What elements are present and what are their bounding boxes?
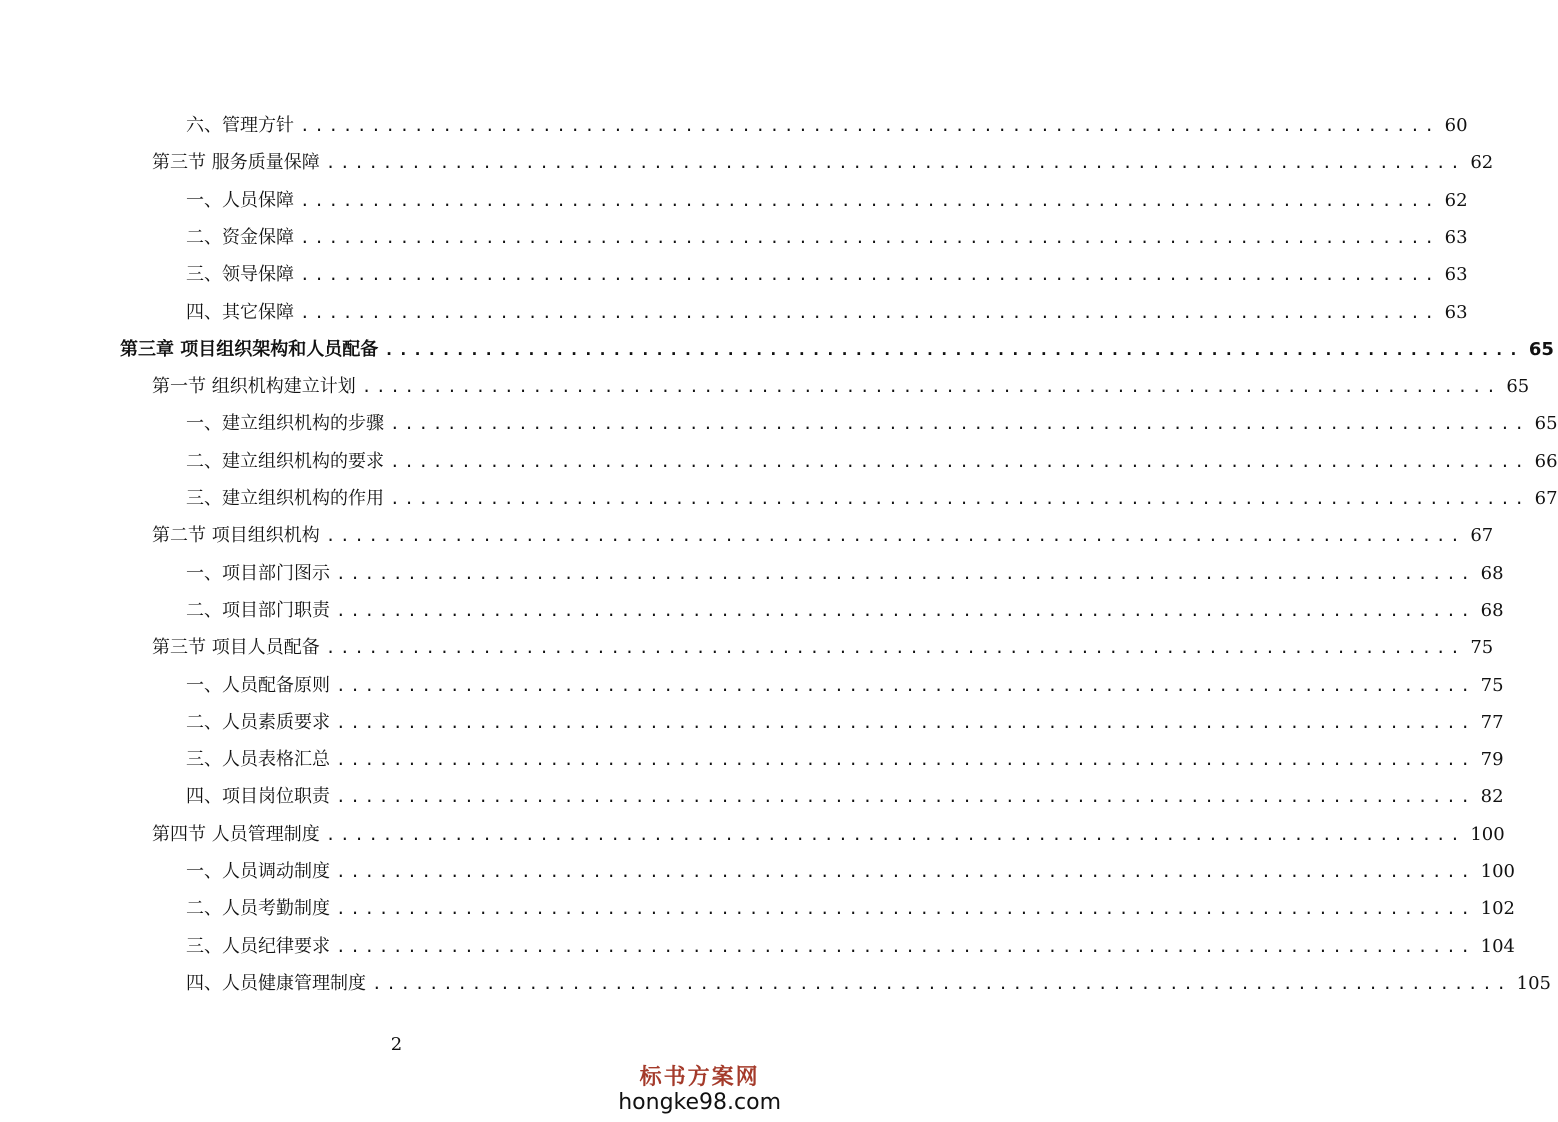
toc-dot-leader: ................................................................................ [390, 414, 1529, 434]
toc-entry-title: 三、建立组织机构的作用 [186, 488, 384, 509]
toc-entry-title: 四、人员健康管理制度 [186, 972, 366, 994]
toc-entry[interactable] [0, 921, 1515, 958]
toc-entry-title: 二、项目部门职责 [186, 599, 330, 621]
toc-entry[interactable] [0, 771, 1504, 808]
toc-dot-leader: ................................................................................ [300, 302, 1439, 322]
toc-dot-leader: ................................................................................ [300, 190, 1439, 210]
toc-entry-page: 104 [1480, 935, 1515, 957]
toc-dot-leader: ................................................................................ [336, 563, 1475, 583]
toc-dot-leader: ................................................................................ [325, 153, 1465, 173]
toc-dot-leader: ................................................................................ [372, 973, 1511, 993]
toc-dot-leader: ................................................................................ [361, 377, 1501, 397]
toc-entry[interactable] [0, 361, 1530, 398]
toc-entry-page: 63 [1444, 301, 1468, 323]
toc-entry-title: 四、项目岗位职责 [186, 786, 330, 808]
toc-dot-leader: ................................................................................ [300, 227, 1439, 247]
toc-dot-leader: ................................................................................ [336, 675, 1475, 695]
toc-entry[interactable] [0, 585, 1504, 622]
toc-entry-title: 一、项目部门图示 [186, 562, 330, 584]
toc-entry-page: 62 [1470, 152, 1494, 174]
toc-entry[interactable] [0, 398, 1558, 435]
toc-dot-leader: ................................................................................ [384, 339, 1523, 359]
toc-entry[interactable] [0, 473, 1558, 510]
toc-entry-title: 第二节 项目组织机构 [152, 525, 320, 547]
toc-entry-page: 100 [1480, 861, 1515, 882]
toc-entry-title: 第三章 项目组织架构和人员配备 [120, 338, 379, 360]
toc-dot-leader: ................................................................................ [336, 712, 1475, 732]
toc-entry-page: 67 [1470, 525, 1494, 547]
toc-entry-title: 四、其它保障 [186, 301, 294, 323]
toc-entry-page: 75 [1480, 674, 1504, 696]
toc-entry[interactable] [0, 287, 1468, 324]
toc-entry-title: 三、人员表格汇总 [186, 749, 330, 771]
toc-entry-page: 68 [1480, 599, 1504, 621]
toc-entry[interactable] [0, 548, 1504, 585]
toc-entry-title: 二、人员考勤制度 [186, 898, 330, 920]
toc-entry[interactable] [0, 324, 1554, 361]
toc-entry-page: 63 [1444, 264, 1468, 286]
toc-entry[interactable] [0, 100, 1468, 137]
toc-entry[interactable] [0, 137, 1494, 174]
toc-dot-leader: ................................................................................ [390, 451, 1529, 471]
toc-entry-page: 102 [1480, 898, 1515, 920]
toc-dot-leader: ................................................................................ [390, 489, 1529, 508]
toc-entry-page: 67 [1534, 488, 1558, 509]
toc-entry-title: 二、资金保障 [186, 226, 294, 248]
toc-dot-leader: ................................................................................ [325, 824, 1465, 844]
toc-entry-title: 第一节 组织机构建立计划 [152, 376, 356, 398]
toc-entry[interactable] [0, 883, 1515, 920]
toc-entry-page: 63 [1444, 226, 1468, 248]
toc-dot-leader: ................................................................................ [300, 116, 1439, 135]
toc-dot-leader: ................................................................................ [336, 787, 1475, 807]
toc-entry-title: 一、建立组织机构的步骤 [186, 413, 384, 435]
toc-entry-page: 62 [1444, 189, 1468, 211]
toc-entry-title: 第四节 人员管理制度 [152, 823, 320, 845]
watermark-logo [618, 1066, 781, 1114]
toc-entry[interactable] [0, 846, 1515, 883]
watermark-cn: 标书方案网 [639, 1064, 760, 1090]
toc-entry-page: 60 [1444, 115, 1468, 136]
toc-entry[interactable] [0, 660, 1504, 697]
toc-entry-page: 66 [1534, 450, 1558, 472]
watermark-en: hongke98.com [618, 1090, 781, 1115]
toc-dot-leader: ................................................................................ [325, 638, 1465, 658]
toc-entry[interactable] [0, 958, 1551, 995]
toc-entry-page: 65 [1506, 376, 1530, 398]
toc-entry[interactable] [0, 175, 1468, 212]
toc-dot-leader: ................................................................................ [336, 862, 1475, 881]
toc-dot-leader: ................................................................................ [300, 265, 1439, 285]
toc-entry-page: 77 [1480, 711, 1504, 733]
toc-entry-title: 三、人员纪律要求 [186, 935, 330, 957]
page-number: 2 [390, 1034, 403, 1055]
toc-dot-leader: ................................................................................ [336, 750, 1475, 770]
toc-entry-title: 一、人员配备原则 [186, 674, 330, 696]
toc-entry-page: 65 [1534, 413, 1558, 435]
toc-entry-title: 二、建立组织机构的要求 [186, 450, 384, 472]
toc-entry[interactable] [0, 212, 1468, 249]
toc-entry[interactable] [0, 622, 1494, 659]
toc-entry[interactable] [0, 734, 1504, 771]
toc-dot-leader: ................................................................................ [336, 936, 1475, 956]
toc-dot-leader: ................................................................................ [325, 526, 1465, 546]
toc-entry-title: 一、人员调动制度 [186, 861, 330, 882]
toc-entry-title: 一、人员保障 [186, 189, 294, 211]
toc-entry-page: 105 [1516, 972, 1551, 994]
toc-entry-title: 六、管理方针 [186, 115, 294, 136]
toc-entry[interactable] [0, 809, 1505, 846]
toc-entry[interactable] [0, 249, 1468, 286]
toc-dot-leader: ................................................................................ [336, 600, 1475, 620]
toc-entry-title: 第三节 服务质量保障 [152, 152, 320, 174]
toc-entry[interactable] [0, 436, 1558, 473]
toc-entry-page: 65 [1528, 338, 1554, 360]
toc-entry-page: 75 [1470, 637, 1494, 659]
toc-entry[interactable] [0, 510, 1494, 547]
toc-entry-page: 68 [1480, 562, 1504, 584]
toc-dot-leader: ................................................................................ [336, 899, 1475, 919]
toc-entry-title: 三、领导保障 [186, 264, 294, 286]
toc-entry-title: 二、人员素质要求 [186, 711, 330, 733]
toc-entry-page: 82 [1480, 786, 1504, 808]
toc-entry[interactable] [0, 697, 1504, 734]
toc-entry-page: 79 [1480, 749, 1504, 771]
toc-entry-page: 100 [1470, 823, 1505, 845]
toc-entry-title: 第三节 项目人员配备 [152, 637, 320, 659]
